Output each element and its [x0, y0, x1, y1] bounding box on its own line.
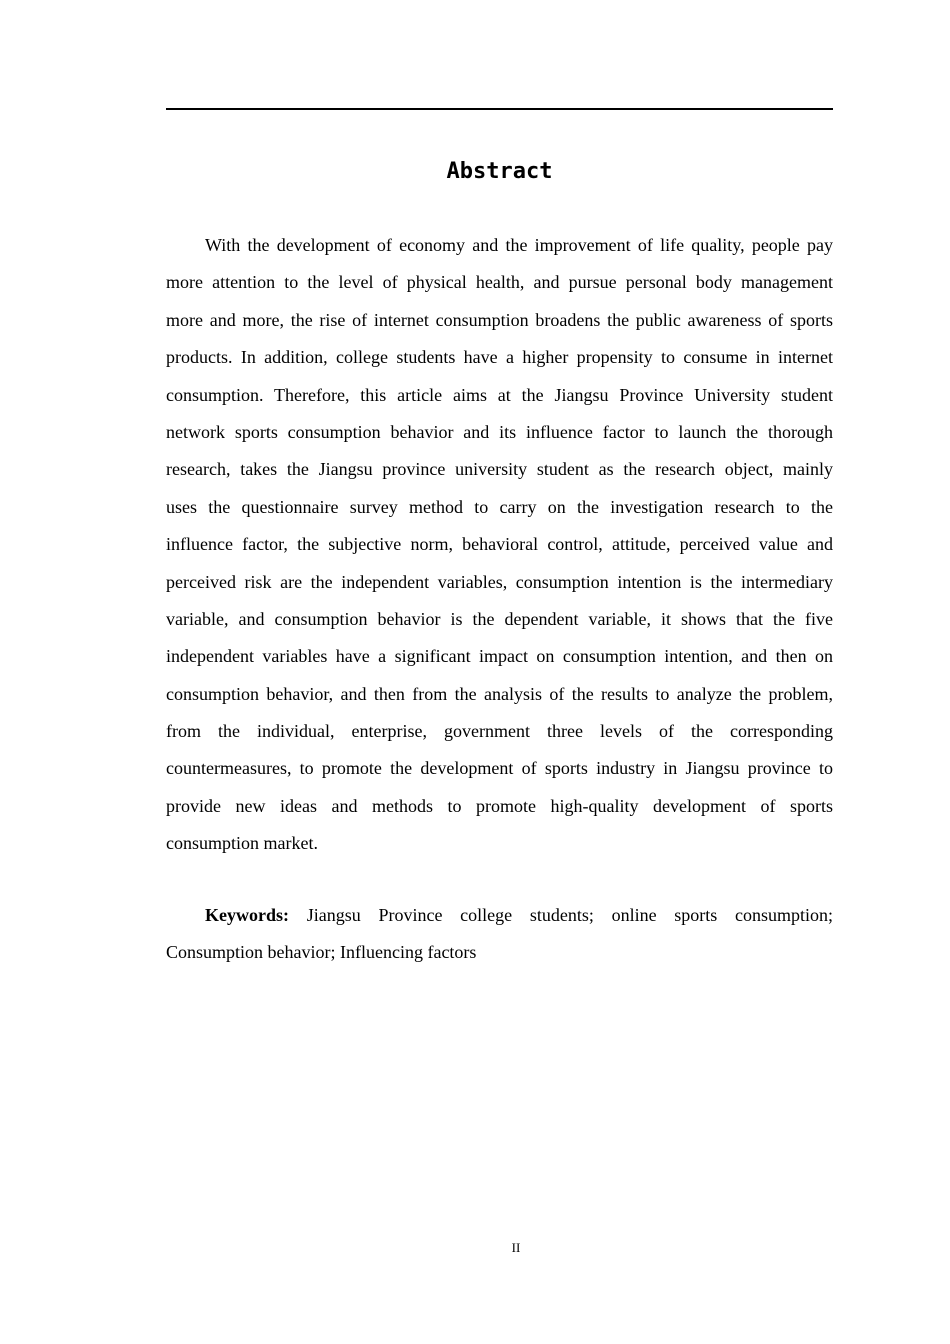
keywords-text: Jiangsu Province college students; online sports consumption; [306, 905, 834, 925]
abstract-line: variable, and consumption behavior is the dependent variable, it shows that the five [166, 608, 833, 629]
abstract-line: independent variables have a significant impact on consumption intention, and then on [166, 646, 833, 667]
abstract-line: more and more, the rise of internet consumption broadens the public awareness of sports [166, 309, 833, 330]
page-title: Abstract [446, 159, 553, 184]
header-rule [166, 108, 833, 110]
abstract-line: consumption. Therefore, this article aims at the Jiangsu Province University student [166, 384, 833, 405]
abstract-line: consumption behavior, and then from the analysis of the results to analyze the problem, [166, 683, 833, 704]
abstract-line: influence factor, the subjective norm, behavioral control, attitude, perceived value and [166, 534, 833, 555]
abstract-line: provide new ideas and methods to promote high-quality development of sports [166, 795, 833, 816]
abstract-line: from the individual, enterprise, government three levels of the corresponding [166, 721, 833, 742]
keywords-line: Consumption behavior; Influencing factors [166, 942, 477, 963]
abstract-line: more attention to the level of physical health, and pursue personal body management [166, 272, 833, 293]
abstract-line: countermeasures, to promote the development of sports industry in Jiangsu province to [166, 758, 833, 779]
abstract-paragraph [166, 227, 833, 863]
abstract-line: uses the questionnaire survey method to carry on the investigation research to the [166, 496, 833, 517]
abstract-line: network sports consumption behavior and its influence factor to launch the thorough [166, 421, 833, 442]
abstract-line: products. In addition, college students have a higher propensity to consume in internet [166, 347, 833, 368]
abstract-line: With the development of economy and the improvement of life quality, people pay [205, 235, 833, 255]
keywords-label: Keywords: [205, 905, 289, 925]
abstract-line: consumption market. [166, 833, 318, 854]
page-number: II [511, 1240, 521, 1255]
keywords-paragraph [166, 897, 833, 972]
abstract-line: research, takes the Jiangsu province university student as the research object, mainly [166, 459, 833, 480]
abstract-line: perceived risk are the independent variables, consumption intention is the intermediary [166, 571, 833, 592]
keywords-line [166, 897, 833, 934]
